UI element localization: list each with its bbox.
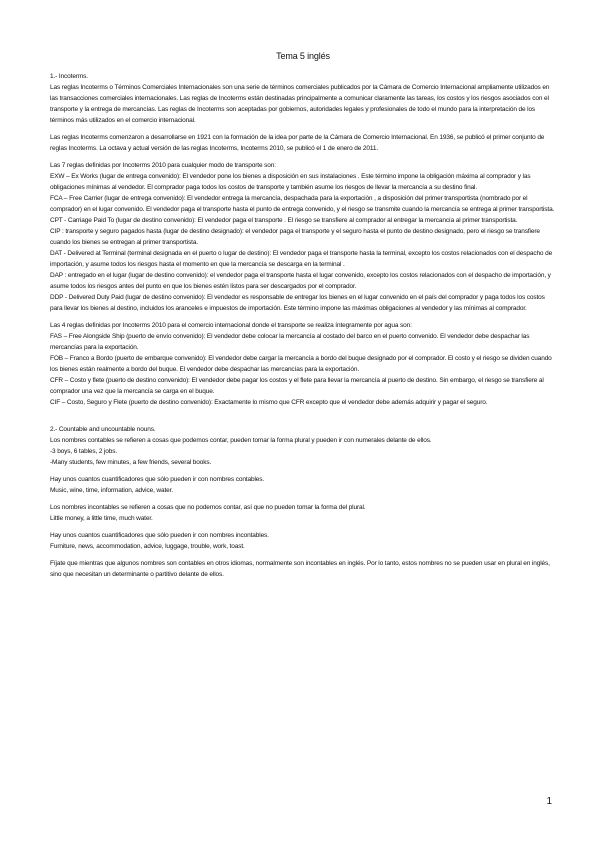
section-heading-incoterms: 1.- Incoterms. — [50, 73, 88, 80]
quantifiers-uncountable-block — [50, 530, 556, 552]
list-item: DDP - Delivered Duty Paid (lugar de destino convenido): El vendedor es responsable de entregar los bienes en el lugar convenido en el país del comprador y paga todos los costos para llevar los bienes al destino, incluidos los aranceles e impuestos de importación. Este término impone las máximas obligaciones al vendedor y las mínimas al comprador. — [50, 294, 545, 312]
any-mode-rules-list — [50, 160, 556, 314]
paragraph: Las reglas Incoterms o Términos Comerciales Internacionales son una serie de términos comerciales publicados por la Cámara de Comercio Internacional ampliamente utilizados en las transacciones comerciales internacionales. Las reglas de Incoterms están destinadas principalmente a comunicar claramente las tareas, los costos y los riesgos asociados con el transporte y la entrega de mercancías. Las reglas de Incoterms son aceptadas por gobiernos, autoridades legales y profesionales de todo el mundo para la interpretación de los términos más utilizados en el comercio internacional. — [50, 84, 550, 124]
list-item: DAP : entregado en el lugar (lugar de destino convenido): el vendedor paga el transporte hasta el lugar convenido, excepto los costos relacionados con el despacho de importación, y asume todos los riesgos antes del punto en que los bienes estén listos para ser descargados por el comprador. — [50, 272, 551, 290]
paragraph: Hay unos cuantos cuantificadores que sólo pueden ir con nombres incontables. — [50, 532, 269, 539]
example-line: Little money, a little time, much water. — [50, 515, 153, 522]
list-item: DAT - Delivered at Terminal (terminal designada en el puerto o lugar de destino): El vendedor paga el transporte hasta la terminal, excepto los costos relacionados con el despacho de importación, y asume todos los riesgos hasta el momento en que la mercancía se descarga en la terminal . — [50, 250, 553, 268]
list-item: FAS – Free Alongside Ship (puerto de envío convenido): El vendedor debe colocar la mercancía al costado del barco en el puerto convenido. El vendedor debe despachar las mercancías para la exportación. — [50, 333, 530, 351]
list-intro: Las 4 reglas definidas por Incoterms 2010 para el comercio internacional donde el transporte se realiza íntegramente por agua son: — [50, 322, 412, 329]
quantifiers-countable-block — [50, 474, 556, 496]
nouns-intro-block — [50, 424, 556, 468]
list-item: CIF – Costo, Seguro y Flete (puerto de destino convenido): Exactamente lo mismo que CFR excepto que el vendedor debe además adquirir y pagar el seguro. — [50, 399, 488, 406]
paragraph: Hay unos cuantos cuantificadores que sólo pueden ir con nombres contables. — [50, 476, 265, 483]
example-line: Music, wine, time, information, advice, water. — [50, 487, 173, 494]
note-paragraph: Fíjate que mientras que algunos nombres son contables en otros idiomas, normalmente son incontables en inglés. Por lo tanto, estos nombres no se pueden usar en plural en inglés, sino que necesitan un determinante o partitivo delante de ellos. — [50, 560, 550, 578]
paragraph: Las reglas Incoterms comenzaron a desarrollarse en 1921 con la formación de la idea por parte de la Cámara de Comercio Internacional. En 1936, se publicó el primer conjunto de reglas Incoterms. La octava y actual versión de las reglas Incoterms, Incoterms 2010, se publicó el 1 de enero de 2011. — [50, 134, 545, 152]
list-item: CIP : transporte y seguro pagados hasta (lugar de destino designado): el vendedor paga el transporte y el seguro hasta el punto de destino designado, pero el riesgo se transfiere cuando los bienes se entregan al primer transportista. — [50, 228, 540, 246]
page-content — [50, 50, 556, 586]
page-number: 1 — [546, 796, 552, 807]
list-item: FCA – Free Carrier (lugar de entrega convenido): El vendedor entrega la mercancía, despachada para la exportación , a disposición del primer transportista (nombrado por el comprador) en el lugar convenido. El vendedor paga el transporte hasta el punto de entrega convenido, y el riesgo se transmite cuando la mercancía se entrega al primer transportista. — [50, 195, 555, 213]
list-item: CFR – Costo y flete (puerto de destino convenido): El vendedor debe pagar los costos y el flete para llevar la mercancía al puerto de destino. Sin embargo, el riesgo se transfiere al comprador una vez que la mercancía se carga en el buque. — [50, 377, 544, 395]
spacer — [50, 414, 556, 424]
uncountable-definition-block — [50, 502, 556, 524]
section-heading-nouns: 2.- Countable and uncountable nouns. — [50, 426, 156, 433]
example-line: -3 boys, 6 tables, 2 jobs. — [50, 448, 118, 455]
paragraph: Los nombres contables se refieren a cosas que podemos contar, pueden tomar la forma plural y pueden ir con numerales delante de ellos. — [50, 437, 432, 444]
document-title: Tema 5 inglés — [276, 51, 330, 61]
example-line: -Many students, few minutes, a few friends, several books. — [50, 459, 212, 466]
list-item: FOB – Franco a Bordo (puerto de embarque convenido): El vendedor debe cargar la mercancía a bordo del buque designado por el comprador. El costo y el riesgo se dividen cuando los bienes están realmente a bordo del buque. El vendedor debe despachar las mercancías para la exportación. — [50, 355, 552, 373]
list-item: CPT - Carriage Paid To (lugar de destino convenido): El vendedor paga el transporte . El riesgo se transfiere al comprador al entregar la mercancía al primer transportista. — [50, 217, 518, 224]
list-item: EXW – Ex Works (lugar de entrega convenido): El vendedor pone los bienes a disposición en sus instalaciones . Este término impone la obligación máxima al comprador y las obligaciones mínimas al vendedor. El comprador paga todos los costos de transporte y también asume los riesgos de llevar la mercancía a su destino final. — [50, 173, 531, 191]
water-rules-list — [50, 320, 556, 408]
list-intro: Las 7 reglas definidas por Incoterms 2010 para cualquier modo de transporte son: — [50, 162, 276, 169]
paragraph: Los nombres incontables se refieren a cosas que no podemos contar, así que no pueden tomar la forma del plural. — [50, 504, 366, 511]
example-line: Furniture, news, accommodation, advice, luggage, trouble, work, toast. — [50, 543, 245, 550]
